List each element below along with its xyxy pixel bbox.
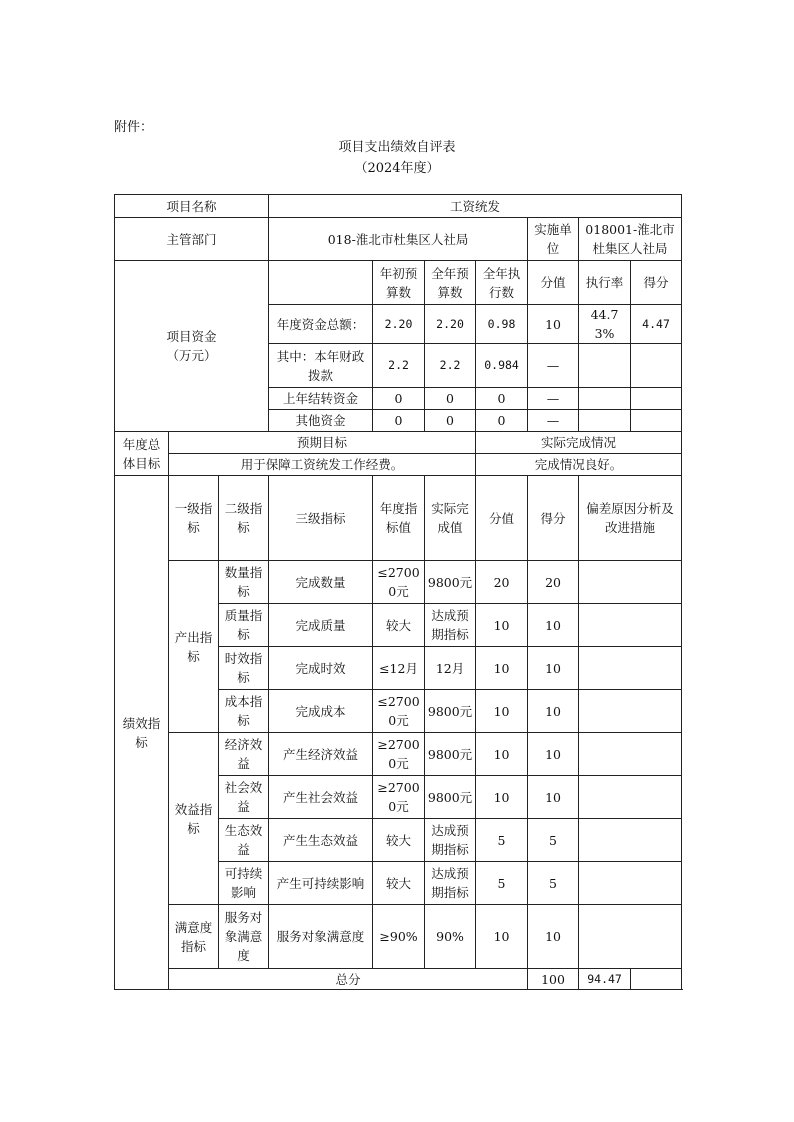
funds-header-score: 得分 xyxy=(631,261,682,305)
perf-level2: 质量指标 xyxy=(219,604,269,647)
funds-full: 2.20 xyxy=(425,305,476,344)
page-title: 项目支出绩效自评表 xyxy=(338,140,456,155)
funds-full: 2.2 xyxy=(425,344,476,388)
perf-score: 20 xyxy=(528,561,579,604)
perf-deviation xyxy=(579,561,682,604)
perf-level3: 完成时效 xyxy=(269,647,373,690)
perf-level3: 完成成本 xyxy=(269,690,373,733)
funds-header-rate: 执行率 xyxy=(579,261,631,305)
perf-target: ≥90% xyxy=(373,905,425,969)
dept-label: 主管部门 xyxy=(115,218,269,261)
funds-exec: 0.984 xyxy=(476,344,528,388)
perf-actual: 9800元 xyxy=(425,690,476,733)
impl-unit-value: 018001-淮北市杜集区人社局 xyxy=(579,218,682,261)
perf-target: ≥27000元 xyxy=(373,733,425,776)
perf-deviation xyxy=(579,647,682,690)
funds-row-label: 其他资金 xyxy=(269,410,373,432)
project-name-label: 项目名称 xyxy=(115,195,269,218)
perf-deviation xyxy=(579,733,682,776)
perf-level2: 经济效益 xyxy=(219,733,269,776)
funds-score xyxy=(631,410,682,432)
funds-rate: 44.73% xyxy=(579,305,631,344)
perf-level3: 产生经济效益 xyxy=(269,733,373,776)
perf-target: 较大 xyxy=(373,862,425,905)
perf-header-level1: 一级指标 xyxy=(169,476,219,561)
funds-header-score-val: 分值 xyxy=(528,261,579,305)
perf-header-actual: 实际完成值 xyxy=(425,476,476,561)
perf-actual: 9800元 xyxy=(425,733,476,776)
perf-target: ≥27000元 xyxy=(373,776,425,819)
perf-group-satisfaction: 满意度指标 xyxy=(169,905,219,969)
perf-label: 绩效指标 xyxy=(115,476,169,990)
funds-rate xyxy=(579,388,631,410)
perf-score: 5 xyxy=(528,862,579,905)
perf-level2: 可持续影响 xyxy=(219,862,269,905)
perf-header-deviation: 偏差原因分析及改进措施 xyxy=(579,476,682,561)
perf-actual: 90% xyxy=(425,905,476,969)
perf-level2: 社会效益 xyxy=(219,776,269,819)
funds-score: 4.47 xyxy=(631,305,682,344)
perf-score-val: 10 xyxy=(476,604,528,647)
perf-level3: 产生生态效益 xyxy=(269,819,373,862)
perf-actual: 达成预期指标 xyxy=(425,604,476,647)
goals-actual-value: 完成情况良好。 xyxy=(476,454,682,476)
perf-target: ≤27000元 xyxy=(373,690,425,733)
perf-actual: 9800元 xyxy=(425,776,476,819)
perf-deviation xyxy=(579,862,682,905)
perf-level3: 完成数量 xyxy=(269,561,373,604)
total-label: 总分 xyxy=(169,969,528,990)
project-name-value: 工资统发 xyxy=(269,195,682,218)
perf-row xyxy=(115,561,682,604)
perf-target: 较大 xyxy=(373,819,425,862)
perf-level3: 服务对象满意度 xyxy=(269,905,373,969)
funds-score-val: — xyxy=(528,344,579,388)
funds-header-init: 年初预算数 xyxy=(373,261,425,305)
perf-score: 10 xyxy=(528,604,579,647)
perf-level2: 数量指标 xyxy=(219,561,269,604)
perf-score: 5 xyxy=(528,819,579,862)
perf-group-output: 产出指标 xyxy=(169,561,219,733)
funds-init: 2.20 xyxy=(373,305,425,344)
funds-header-blank xyxy=(269,261,373,305)
funds-unit-text: （万元） xyxy=(166,348,217,363)
funds-rate xyxy=(579,344,631,388)
funds-header-full: 全年预算数 xyxy=(425,261,476,305)
funds-row-label: 其中：本年财政拨款 xyxy=(269,344,373,388)
evaluation-table xyxy=(114,194,682,990)
funds-exec: 0 xyxy=(476,410,528,432)
funds-exec: 0 xyxy=(476,388,528,410)
funds-init: 0 xyxy=(373,410,425,432)
perf-header-level2: 二级指标 xyxy=(219,476,269,561)
perf-score-val: 10 xyxy=(476,905,528,969)
perf-actual: 达成预期指标 xyxy=(425,819,476,862)
funds-exec: 0.98 xyxy=(476,305,528,344)
perf-row xyxy=(115,905,682,969)
impl-unit-label: 实施单位 xyxy=(528,218,579,261)
perf-actual: 9800元 xyxy=(425,561,476,604)
attachment-label: 附件： xyxy=(114,120,154,135)
perf-score-val: 10 xyxy=(476,690,528,733)
perf-deviation xyxy=(579,604,682,647)
perf-header-target: 年度指标值 xyxy=(373,476,425,561)
perf-target: ≤12月 xyxy=(373,647,425,690)
project-name-row xyxy=(115,195,682,218)
goals-expected-value: 用于保障工资统发工作经费。 xyxy=(169,454,476,476)
funds-score-val: — xyxy=(528,410,579,432)
perf-group-benefit: 效益指标 xyxy=(169,733,219,905)
perf-target: 较大 xyxy=(373,604,425,647)
funds-score xyxy=(631,344,682,388)
perf-level2: 成本指标 xyxy=(219,690,269,733)
perf-score: 10 xyxy=(528,647,579,690)
funds-init: 2.2 xyxy=(373,344,425,388)
perf-actual: 12月 xyxy=(425,647,476,690)
perf-target: ≤27000元 xyxy=(373,561,425,604)
funds-full: 0 xyxy=(425,388,476,410)
funds-score-val: — xyxy=(528,388,579,410)
goals-label: 年度总体目标 xyxy=(115,432,169,476)
perf-score-val: 5 xyxy=(476,819,528,862)
goals-actual-label: 实际完成情况 xyxy=(476,432,682,454)
perf-score-val: 10 xyxy=(476,647,528,690)
perf-deviation xyxy=(579,905,682,969)
perf-row xyxy=(115,733,682,776)
department-row xyxy=(115,218,682,261)
funds-header-exec: 全年执行数 xyxy=(476,261,528,305)
funds-rate xyxy=(579,410,631,432)
funds-score-val: 10 xyxy=(528,305,579,344)
perf-score: 10 xyxy=(528,905,579,969)
perf-level3: 完成质量 xyxy=(269,604,373,647)
perf-score-val: 5 xyxy=(476,862,528,905)
perf-level2: 生态效益 xyxy=(219,819,269,862)
page-subtitle-year: （2024年度） xyxy=(354,161,440,176)
funds-full: 0 xyxy=(425,410,476,432)
funds-row-label: 上年结转资金 xyxy=(269,388,373,410)
perf-score-val: 20 xyxy=(476,561,528,604)
perf-level2: 时效指标 xyxy=(219,647,269,690)
perf-header-row xyxy=(115,476,682,561)
perf-level3: 产生社会效益 xyxy=(269,776,373,819)
perf-level2: 服务对象满意度 xyxy=(219,905,269,969)
goals-header-row xyxy=(115,432,682,454)
funds-row-label: 年度资金总额： xyxy=(269,305,373,344)
goals-expected-label: 预期目标 xyxy=(169,432,476,454)
funds-header-row xyxy=(115,261,682,305)
perf-deviation xyxy=(579,819,682,862)
funds-label xyxy=(115,261,269,432)
perf-deviation xyxy=(579,690,682,733)
perf-score-val: 10 xyxy=(476,733,528,776)
perf-deviation xyxy=(579,776,682,819)
perf-score: 10 xyxy=(528,733,579,776)
perf-score: 10 xyxy=(528,690,579,733)
perf-header-level3: 三级指标 xyxy=(269,476,373,561)
funds-init: 0 xyxy=(373,388,425,410)
perf-actual: 达成预期指标 xyxy=(425,862,476,905)
perf-score-val: 10 xyxy=(476,776,528,819)
total-row xyxy=(115,969,682,990)
perf-header-score-val: 分值 xyxy=(476,476,528,561)
perf-score: 10 xyxy=(528,776,579,819)
total-blank xyxy=(631,969,682,990)
funds-label-text: 项目资金 xyxy=(166,329,217,344)
perf-header-score: 得分 xyxy=(528,476,579,561)
goals-value-row xyxy=(115,454,682,476)
total-score: 94.47 xyxy=(579,969,631,990)
total-score-val: 100 xyxy=(528,969,579,990)
funds-score xyxy=(631,388,682,410)
dept-value: 018-淮北市杜集区人社局 xyxy=(269,218,528,261)
perf-level3: 产生可持续影响 xyxy=(269,862,373,905)
